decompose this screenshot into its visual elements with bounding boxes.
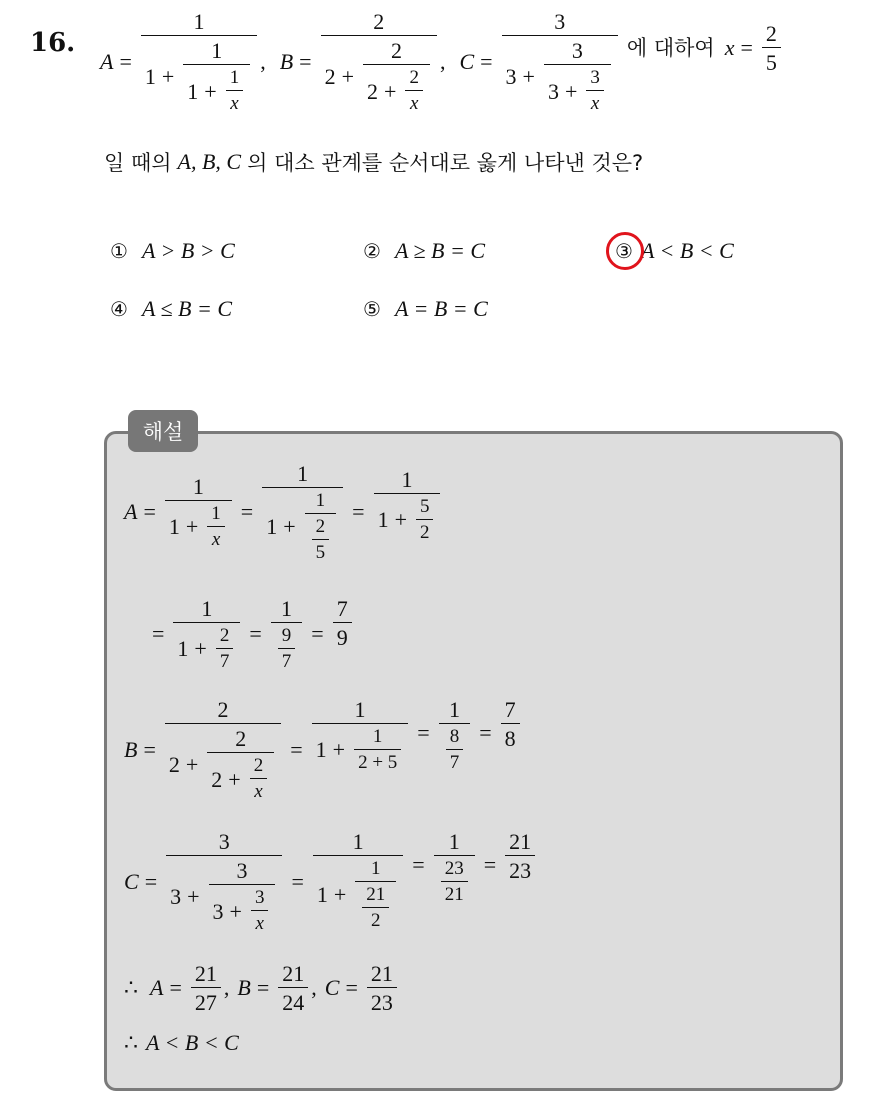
solution-a-line-1: A = 1 1 + $\frac{1}{x}$ = 1 1 + $\frac{1}{\frac{2}{5}}$ = 1 1 + $\frac{5}{2}$: [124, 462, 443, 563]
a-result-fraction: $\frac{7}{9}$: [333, 597, 352, 649]
choice-marker: ④: [110, 297, 128, 321]
c-result-fraction: $\frac{21}{23}$: [505, 830, 535, 882]
choice-marker: ②: [363, 239, 381, 263]
solution-a-line-2: = 1 1 + $\frac{2}{7}$ = $\frac{1}{\frac{9}{7}}$ = $\frac{7}{9}$: [146, 597, 355, 672]
choice-5[interactable]: ⑤ A = B = C: [363, 296, 488, 321]
therefore-symbol: ∴: [124, 975, 138, 1001]
solution-therefore-values: ∴ A = $\frac{21}{27}$ , B = $\frac{21}{24}$ , C = $\frac{21}{23}$: [124, 962, 400, 1014]
b-definition-fraction: 2 2 + 2 2 + $\frac{2}{x}$: [321, 10, 437, 114]
regarding-text: 에 대하여: [626, 36, 715, 60]
problem-definitions: A = 1 1 + 1 1 + $\frac{1}{x}$ , B = 2 2 + 2 2 + $\frac{2}{x}$ , C = 3 3 + 3 3 + $\frac{3}{x}$ 에 대하여 x = $\frac{2}{5}$: [100, 10, 784, 114]
a-definition-fraction: 1 1 + 1 1 + $\frac{1}{x}$: [141, 10, 257, 114]
correct-answer-circle: [606, 232, 644, 270]
a-label: A: [100, 49, 114, 75]
choice-3[interactable]: ③ A < B < C: [615, 238, 734, 264]
solution-conclusion: ∴ A < B < C: [124, 1030, 239, 1055]
c-label: C: [459, 49, 475, 75]
choice-1[interactable]: ① A > B > C: [110, 238, 235, 263]
choice-4[interactable]: ④ A ≤ B = C: [110, 296, 233, 321]
b-result-fraction: $\frac{7}{8}$: [501, 698, 520, 750]
solution-tab: 해설: [128, 410, 198, 452]
problem-number: 16.: [30, 28, 76, 58]
therefore-symbol: ∴: [124, 1030, 138, 1055]
choice-2[interactable]: ② A ≥ B = C: [363, 238, 486, 263]
b-label: B: [279, 49, 294, 75]
solution-b-line: B = 2 2 + 2 2 + $\frac{2}{x}$ = 1 1 + $\frac{1}{2 + 5}$ = $\frac{1}{\frac{8}{7}}$ = $\frac{7}{8}$: [124, 698, 523, 802]
choice-marker: ③: [615, 238, 633, 263]
x-value-fraction: $\frac{2}{5}$: [762, 22, 781, 74]
c-definition-fraction: 3 3 + 3 3 + $\frac{3}{x}$: [502, 10, 618, 114]
choice-marker: ⑤: [363, 297, 381, 321]
choice-marker: ①: [110, 239, 128, 263]
solution-c-line: C = 3 3 + 3 3 + $\frac{3}{x}$ = 1 1 + $\frac{1}{\frac{21}{2}}$ = $\frac{1}{\frac{23}{21}}$ = $\frac{21}{23}$: [124, 830, 538, 934]
question-text: 일 때의 A, B, C 의 대소 관계를 순서대로 옳게 나타낸 것은?: [104, 149, 644, 175]
